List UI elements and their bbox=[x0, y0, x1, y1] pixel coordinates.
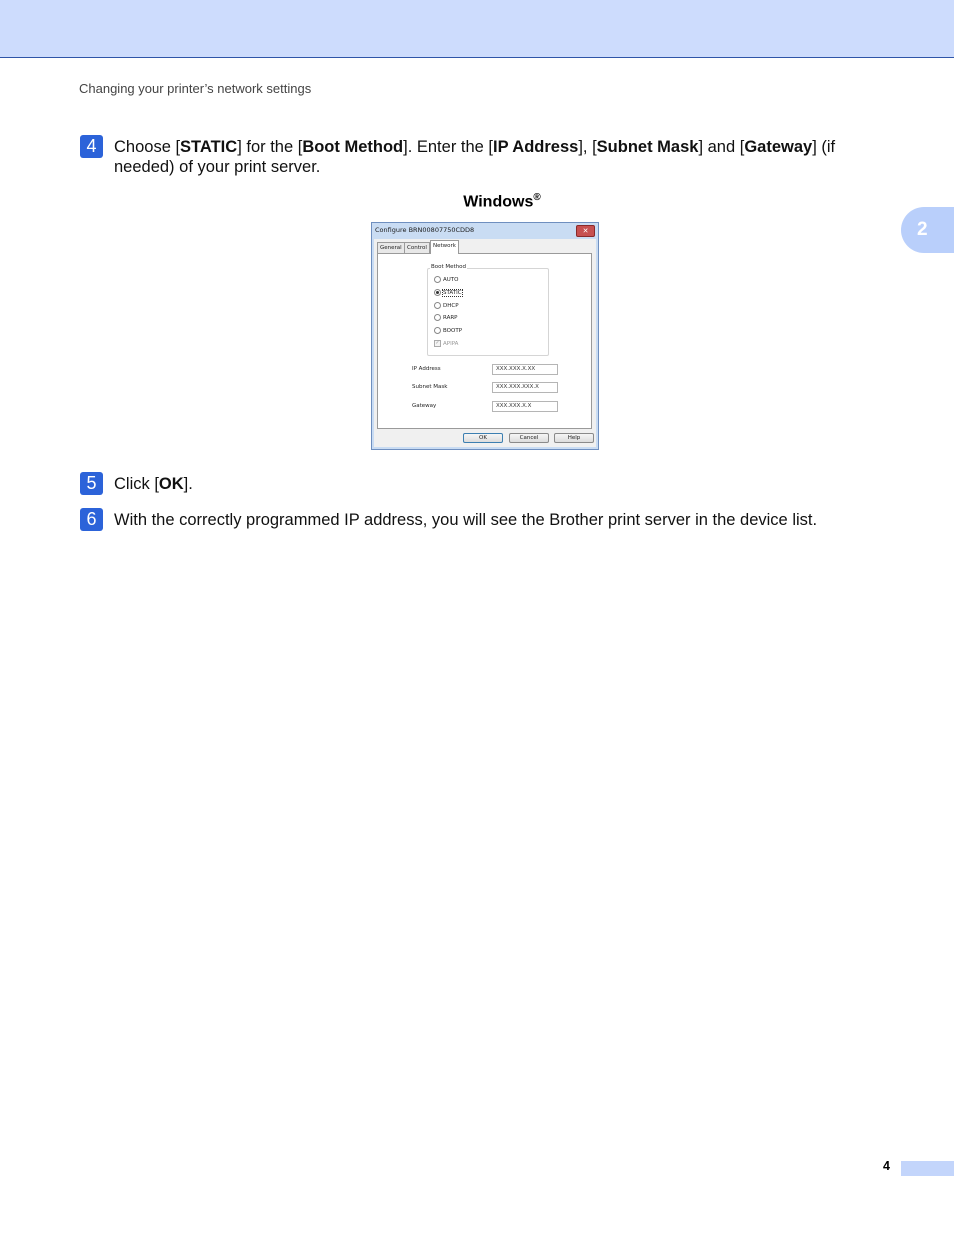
step-number-6: 6 bbox=[80, 508, 103, 531]
dialog-title: Configure BRN00807750CDD8 bbox=[375, 226, 475, 234]
radio-button[interactable] bbox=[434, 327, 441, 334]
header-band bbox=[0, 0, 954, 58]
radio-button[interactable] bbox=[434, 276, 441, 283]
step-4-boot-method-term: Boot Method bbox=[302, 138, 404, 156]
step-4-ip-address-term: IP Address bbox=[493, 138, 579, 156]
step-4-static-term: STATIC bbox=[180, 138, 238, 156]
step-4-gateway-term: Gateway bbox=[744, 138, 813, 156]
step-4-text-part: ] (if needed) of your print server. bbox=[114, 138, 836, 176]
boot-method-label: Boot Method bbox=[431, 264, 467, 270]
step-text-6 bbox=[114, 510, 914, 530]
tab-control[interactable]: Control bbox=[404, 242, 430, 253]
ok-button[interactable]: OK bbox=[463, 433, 503, 443]
ip-address-field[interactable]: XXX.XXX.X.XX bbox=[492, 364, 558, 375]
radio-label: BOOTP bbox=[443, 327, 463, 334]
subnet-mask-field[interactable]: XXX.XXX.XXX.X bbox=[492, 382, 558, 393]
step-5-ok-term: OK bbox=[158, 475, 184, 493]
step-4-subnet-mask-term: Subnet Mask bbox=[596, 138, 699, 156]
gateway-label: Gateway bbox=[412, 403, 437, 409]
tab-general[interactable]: General bbox=[377, 242, 405, 253]
step-number-5: 5 bbox=[80, 472, 103, 495]
step-5-text-part: Click [ bbox=[114, 475, 159, 493]
close-icon[interactable]: ✕ bbox=[576, 225, 595, 237]
checkbox-apipa bbox=[434, 340, 458, 347]
step-6-text-part: With the correctly programmed IP address, you will see the Brother print server in the device list. bbox=[114, 511, 818, 529]
registered-mark: ® bbox=[533, 192, 541, 203]
page-number: 4 bbox=[883, 1159, 890, 1173]
radio-static[interactable] bbox=[434, 289, 462, 296]
footer-band bbox=[901, 1161, 954, 1176]
radio-dhcp[interactable] bbox=[434, 302, 459, 309]
running-header: Changing your printer’s network settings bbox=[79, 81, 312, 96]
step-5-text-part: ]. bbox=[183, 475, 193, 493]
ip-address-label: IP Address bbox=[412, 366, 441, 372]
step-4-text-part: ] for the [ bbox=[237, 138, 303, 156]
chapter-tab: 2 bbox=[901, 207, 954, 253]
step-number-4: 4 bbox=[80, 135, 103, 158]
figure-caption bbox=[0, 192, 954, 211]
step-4-text-part: Choose [ bbox=[114, 138, 181, 156]
step-4-text-part: ]. Enter the [ bbox=[403, 138, 494, 156]
step-4-text-part: ] and [ bbox=[698, 138, 745, 156]
step-text-4 bbox=[114, 137, 884, 177]
step-4-text-part: ], [ bbox=[578, 138, 597, 156]
gateway-field[interactable]: XXX.XXX.X.X bbox=[492, 401, 558, 412]
checkbox-label: APIPA bbox=[443, 340, 459, 347]
figure-caption-text: Windows bbox=[463, 193, 534, 211]
help-button[interactable]: Help bbox=[554, 433, 594, 443]
radio-label: DHCP bbox=[443, 302, 459, 309]
dialog-body bbox=[374, 239, 596, 447]
cancel-button[interactable]: Cancel bbox=[509, 433, 549, 443]
radio-bootp[interactable] bbox=[434, 327, 462, 334]
radio-label: RARP bbox=[443, 314, 458, 321]
tab-network[interactable]: Network bbox=[430, 240, 459, 254]
radio-button[interactable] bbox=[434, 302, 441, 309]
check-icon: ✓ bbox=[435, 340, 440, 346]
radio-button-selected[interactable] bbox=[434, 289, 441, 296]
radio-rarp[interactable] bbox=[434, 314, 458, 321]
network-tab-panel bbox=[377, 253, 592, 429]
radio-button[interactable] bbox=[434, 314, 441, 321]
configure-dialog bbox=[371, 222, 599, 450]
radio-label: STATIC bbox=[443, 289, 462, 296]
subnet-mask-label: Subnet Mask bbox=[412, 384, 448, 390]
step-text-5 bbox=[114, 474, 193, 494]
radio-auto[interactable] bbox=[434, 276, 458, 283]
radio-label: AUTO bbox=[443, 276, 459, 283]
